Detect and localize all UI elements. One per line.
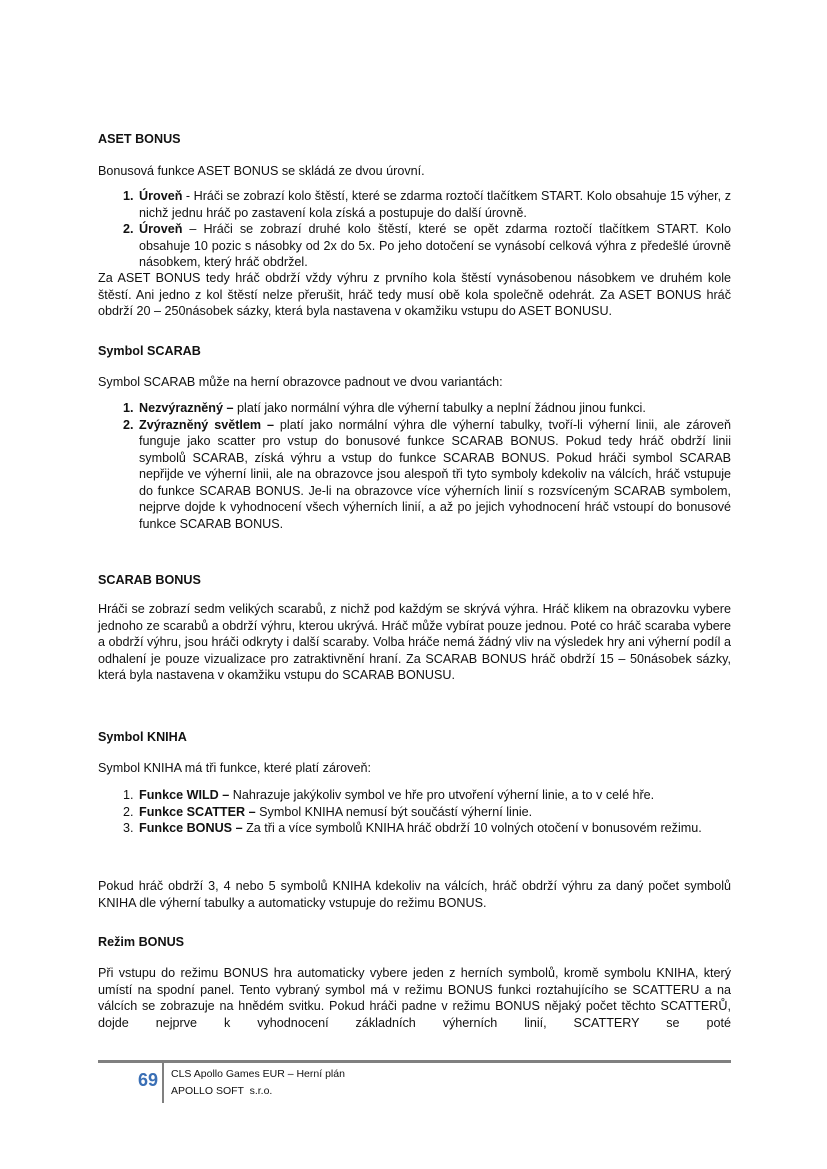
- list-item: [98, 221, 731, 271]
- separator: -: [182, 189, 194, 203]
- footer-text: [171, 1066, 345, 1100]
- list-item-text: Za tři a více symbolů KNIHA hráč obdrží 10 volných otočení v bonusovém režimu.: [242, 821, 702, 835]
- list-number: 1.: [123, 788, 134, 802]
- list-number: 2.: [123, 222, 134, 236]
- page-number: 69: [137, 1070, 158, 1090]
- list-item-text: Symbol KNIHA nemusí být součástí výherní linie.: [255, 804, 533, 819]
- list-number: 1.: [123, 401, 134, 415]
- rezim-bonus-text: Při vstupu do režimu BONUS hra automaticky vybere jeden z herních symbolů, kromě symbolu KNIHA, který umístí na spodní panel. Tento vybraný symbol má v režimu BONUS funkci roztahujícího se SCATTERU a na válcích se zobrazuje na hnědém svitku. Pokud hráči padne v režimu BONUS nějaký počet těchto SCATTERŮ, dojde nejprve k vyhodnocení základních výherních linií, SCATTERY se poté: [98, 966, 731, 1030]
- list-item-title: Funkce WILD –: [139, 788, 230, 802]
- list-number: 2.: [123, 804, 134, 819]
- list-item-title: Úroveň: [139, 222, 183, 236]
- footer-divider: [162, 1063, 164, 1103]
- list-item-text: Hráči se zobrazí kolo štěstí, které se zdarma roztočí tlačítkem START. Kolo obsahuje 15 výher, z nichž jednu hráč po zastavení kola získá a postupuje do další úrovně.: [139, 189, 731, 220]
- symbol-kniha-functions-list: [98, 787, 731, 837]
- separator: –: [182, 222, 204, 236]
- heading-symbol-scarab: Symbol SCARAB: [98, 344, 201, 358]
- list-item: [98, 804, 731, 821]
- list-number: 1.: [123, 189, 134, 203]
- list-item-title: Zvýrazněný světlem –: [139, 417, 275, 432]
- aset-bonus-levels-list: [98, 188, 731, 271]
- list-item: [98, 820, 731, 837]
- list-item: [98, 417, 731, 533]
- scarab-bonus-text: Hráči se zobrazí sedm velikých scarabů, z nichž pod každým se skrývá výhra. Hráč klikem na obrazovku vybere jednoho ze scarabů a obdrží výhru, kterou ukrývá. Hráč může vybírat pouze jednou. Poté co hráč scaraba vybere a obdrží výhru, jsou hráči odkryty i další scaraby. Volba hráče nemá žádný vliv na výsledek hry ani výherní podíl a odhalení je pouze vizualizace pro zatraktivnění hraní. Za SCARAB BONUS hráč obdrží 15 – 50násobek sázky, která byla nastavena v okamžiku vstupu do SCARAB BONUSU.: [98, 602, 731, 682]
- symbol-scarab-variants-list: [98, 400, 731, 532]
- aset-bonus-intro: Bonusová funkce ASET BONUS se skládá ze dvou úrovní.: [98, 164, 425, 178]
- symbol-kniha-summary: Pokud hráč obdrží 3, 4 nebo 5 symbolů KNIHA kdekoliv na válcích, hráč obdrží výhru za daný počet symbolů KNIHA dle výherní tabulky a automaticky vstupuje do režimu BONUS.: [98, 879, 731, 910]
- list-item: [98, 787, 731, 804]
- list-item-title: Funkce SCATTER –: [139, 804, 256, 819]
- list-item-text: Nahrazuje jakýkoliv symbol ve hře pro utvoření výherní linie, a to v celé hře.: [229, 788, 655, 802]
- list-item-text: platí jako normální výhra dle výherní tabulky, tvoří-li výherní linii, ale zároveň funguje jako scatter pro vstup do bonusové funkce SCARAB BONUS. Pokud tedy hráč obdrží linii symbolů SCARAB, získá výhru a vstup do funkce SCARAB BONUS. Pokud hráči symbol SCARAB nepřijde ve výherní linii, ale na obrazovce jsou alespoň tři tyto symboly kdekoliv na válcích, hráč vstupuje do funkce SCARAB BONUS. Je-li na obrazovce více výherních linií s rozsvíceným SCARAB symbolem, nejprve dojde k vyhodnocení všech výherních linií, a až po jejich vyhodnocení hráč vstoupí do bonusové funkce SCARAB BONUS.: [139, 417, 731, 531]
- list-item-title: Nezvýrazněný –: [139, 401, 234, 415]
- list-item: [98, 188, 731, 221]
- symbol-scarab-intro: Symbol SCARAB může na herní obrazovce padnout ve dvou variantách:: [98, 375, 503, 389]
- heading-scarab-bonus: SCARAB BONUS: [98, 573, 201, 587]
- list-number: 2.: [123, 417, 134, 432]
- symbol-kniha-intro: Symbol KNIHA má tři funkce, které platí zároveň:: [98, 761, 371, 775]
- footer-rule: [98, 1060, 731, 1063]
- list-number: 3.: [123, 821, 134, 835]
- list-item-text: platí jako normální výhra dle výherní tabulky a neplní žádnou jinou funkci.: [233, 401, 646, 415]
- list-item: [98, 400, 731, 417]
- list-item-title: Úroveň: [139, 189, 183, 203]
- footer-doc-title: CLS Apollo Games EUR – Herní plán: [171, 1068, 345, 1080]
- aset-bonus-summary: Za ASET BONUS tedy hráč obdrží vždy výhru z prvního kola štěstí vynásobenou násobkem ve druhém kole štěstí. Ani jedno z kol štěstí nelze přerušit, hráč tedy musí obě kola společně odehrát. Za ASET BONUS hráč obdrží 20 – 250násobek sázky, která byla nastavena v okamžiku vstupu do ASET BONUSU.: [98, 271, 731, 318]
- list-item-title: Funkce BONUS –: [139, 821, 243, 835]
- heading-rezim-bonus: Režim BONUS: [98, 935, 185, 949]
- footer-company: APOLLO SOFT s.r.o.: [171, 1085, 273, 1097]
- heading-symbol-kniha: Symbol KNIHA: [98, 730, 187, 744]
- heading-aset-bonus: ASET BONUS: [98, 132, 181, 146]
- list-item-text: Hráči se zobrazí druhé kolo štěstí, které se opět zdarma roztočí tlačítkem START. Kolo obsahuje 10 pozic s násobky od 2x do 5x. Po jeho dotočení se vynásobí celková výhra z předešlé úrovně násobkem, který hráč obdržel.: [139, 222, 731, 269]
